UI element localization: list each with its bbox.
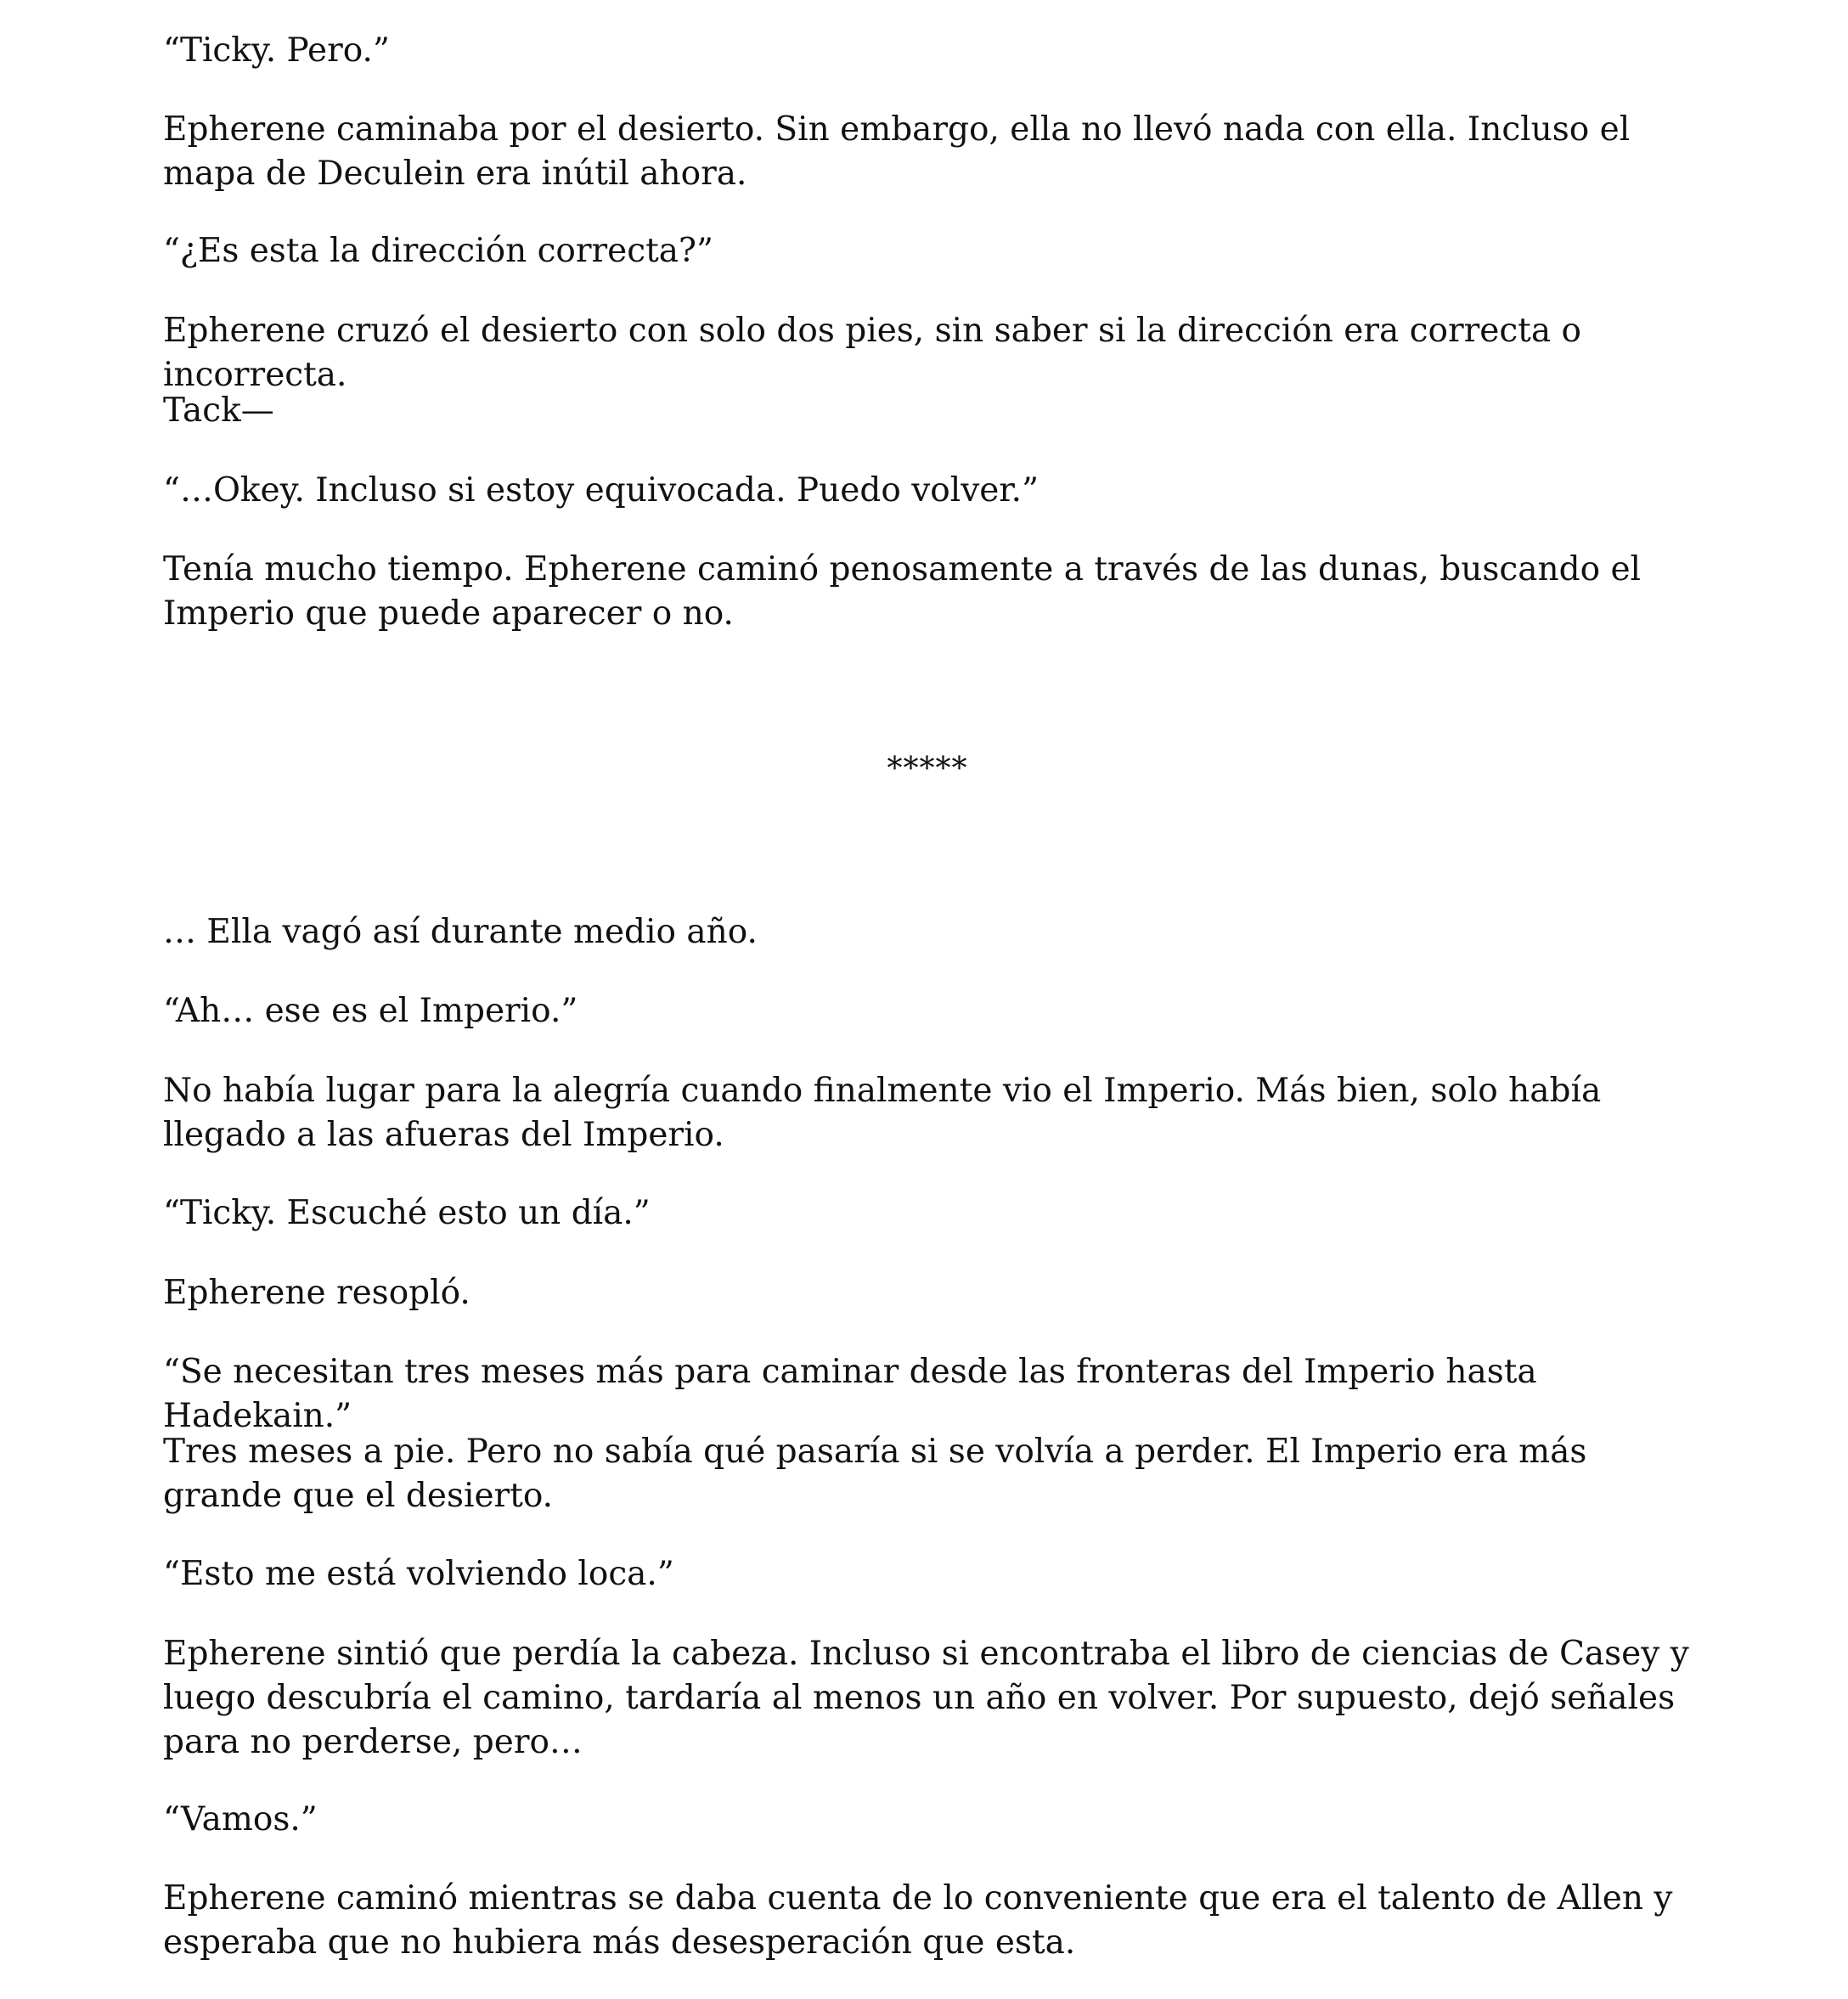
paragraph-18: Epherene caminó mientras se daba cuenta de lo conveniente que era el talento de Allen y esperaba que no hubiera más desesperación que esta.	[163, 1879, 1673, 1962]
paragraph-17: “Vamos.”	[163, 1800, 318, 1839]
paragraph-13: “Se necesitan tres meses más para caminar desde las fronteras del Imperio hasta Hadekain.”	[163, 1353, 1537, 1435]
paragraph-3: “¿Es esta la dirección correcta?”	[163, 232, 713, 270]
paragraph-2: Epherene caminaba por el desierto. Sin embargo, ella no llevó nada con ella. Incluso el mapa de Deculein era inútil ahora.	[163, 110, 1631, 193]
paragraph-8: … Ella vagó así durante medio año.	[163, 913, 758, 951]
paragraph-6: “…Okey. Incluso si estoy equivocada. Puedo volver.”	[163, 471, 1040, 510]
paragraph-1: “Ticky. Pero.”	[163, 31, 390, 70]
paragraph-7: Tenía mucho tiempo. Epherene caminó penosamente a través de las dunas, buscando el Imperio que puede aparecer o no.	[163, 550, 1642, 633]
section-separator: *****	[887, 752, 968, 786]
paragraph-5: Tack—	[163, 391, 274, 430]
paragraph-4: Epherene cruzó el desierto con solo dos pies, sin saber si la dirección era correcta o incorrecta.	[163, 312, 1581, 394]
paragraph-9: “Ah… ese es el Imperio.”	[163, 992, 578, 1030]
paragraph-10: No había lugar para la alegría cuando finalmente vio el Imperio. Más bien, solo había llegado a las afueras del Imperio.	[163, 1072, 1602, 1154]
paragraph-12: Epherene resopló.	[163, 1274, 470, 1312]
paragraph-14: Tres meses a pie. Pero no sabía qué pasaría si se volvía a perder. El Imperio era más grande que el desierto.	[163, 1433, 1587, 1515]
paragraph-16: Epherene sintió que perdía la cabeza. Incluso si encontraba el libro de ciencias de Casey y luego descubría el camino, tardaría al menos un año en volver. Por supuesto, dejó señales para no perderse, pero…	[163, 1635, 1689, 1761]
paragraph-15: “Esto me está volviendo loca.”	[163, 1555, 674, 1593]
paragraph-11: “Ticky. Escuché esto un día.”	[163, 1194, 651, 1232]
